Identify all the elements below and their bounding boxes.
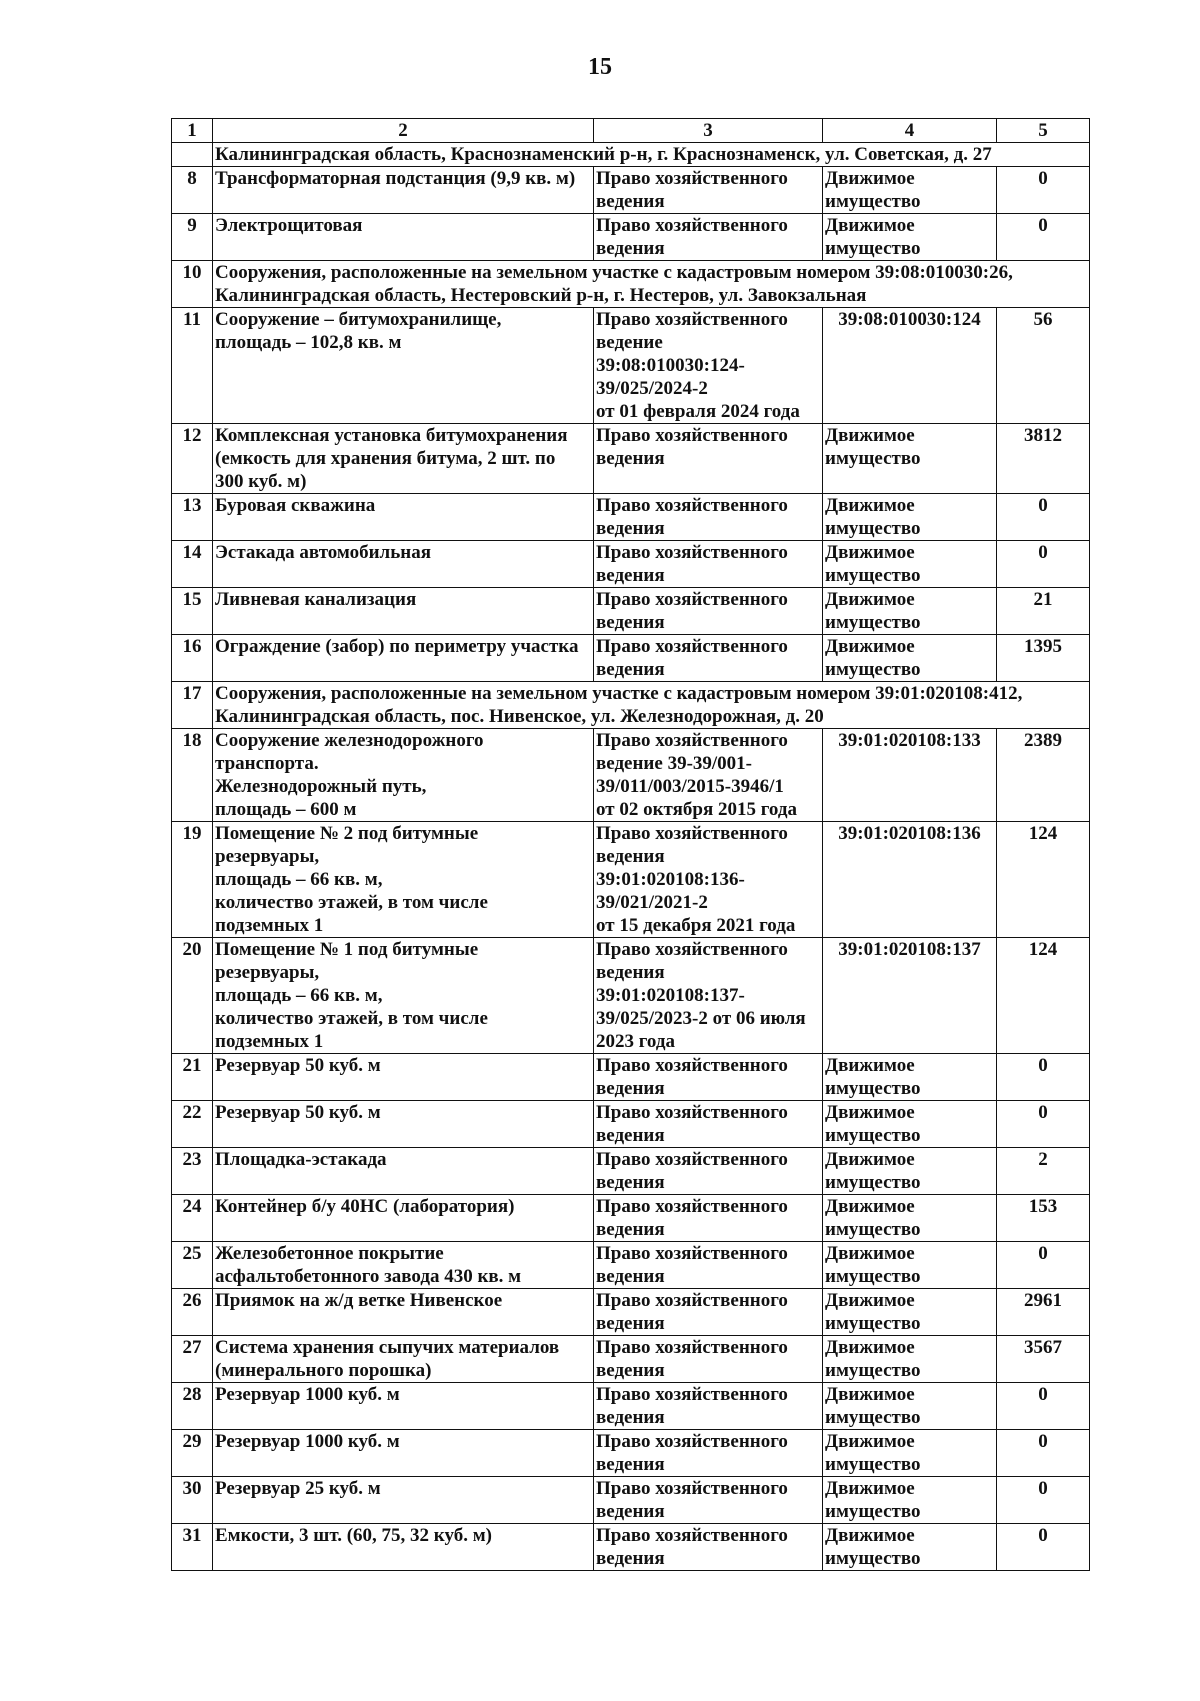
object-name-cell: Электрощитовая (213, 214, 594, 261)
table-row (172, 494, 1090, 541)
value-cell: 21 (997, 588, 1090, 635)
value-cell: 0 (997, 1524, 1090, 1571)
table-row (172, 1054, 1090, 1101)
table-row (172, 1383, 1090, 1430)
value-cell: 124 (997, 938, 1090, 1054)
value-cell: 2961 (997, 1289, 1090, 1336)
header-cell: 4 (823, 119, 997, 143)
right-type-cell: Право хозяйственного ведения (594, 1477, 823, 1524)
table-row (172, 214, 1090, 261)
cadastral-number-cell: Движимое имущество (823, 1477, 997, 1524)
header-cell: 3 (594, 119, 823, 143)
cadastral-number-cell: Движимое имущество (823, 1383, 997, 1430)
value-cell: 124 (997, 822, 1090, 938)
right-type-cell: Право хозяйственного ведения (594, 1101, 823, 1148)
row-number-cell: 16 (172, 635, 213, 682)
right-type-cell: Право хозяйственного ведения (594, 214, 823, 261)
right-type-cell: Право хозяйственного ведения (594, 588, 823, 635)
value-cell: 3567 (997, 1336, 1090, 1383)
cadastral-number-cell: 39:08:010030:124 (823, 308, 997, 424)
table-row (172, 1524, 1090, 1571)
object-name-cell: Буровая скважина (213, 494, 594, 541)
cadastral-number-cell: Движимое имущество (823, 1195, 997, 1242)
value-cell: 56 (997, 308, 1090, 424)
value-cell: 3812 (997, 424, 1090, 494)
object-name-cell: Железобетонное покрытие асфальтобетонного завода 430 кв. м (213, 1242, 594, 1289)
table-row (172, 1195, 1090, 1242)
table-row (172, 308, 1090, 424)
right-type-cell: Право хозяйственного ведения (594, 1242, 823, 1289)
cadastral-number-cell: Движимое имущество (823, 588, 997, 635)
row-number-cell: 15 (172, 588, 213, 635)
section-row (172, 143, 1090, 167)
cadastral-number-cell: Движимое имущество (823, 1289, 997, 1336)
right-type-cell: Право хозяйственного ведения (594, 1430, 823, 1477)
row-number-cell: 27 (172, 1336, 213, 1383)
value-cell: 0 (997, 1430, 1090, 1477)
cadastral-number-cell: Движимое имущество (823, 1101, 997, 1148)
value-cell: 2 (997, 1148, 1090, 1195)
table-row (172, 588, 1090, 635)
object-name-cell: Сооружение железнодорожного транспорта. Железнодорожный путь, площадь – 600 м (213, 729, 594, 822)
right-type-cell: Право хозяйственного ведения (594, 494, 823, 541)
value-cell: 0 (997, 1383, 1090, 1430)
table-row (172, 167, 1090, 214)
right-type-cell: Право хозяйственного ведение 39-39/001- 39/011/003/2015-3946/1 от 02 октября 2015 года (594, 729, 823, 822)
section-title-cell: Калининградская область, Краснознаменский р-н, г. Краснознаменск, ул. Советская, д. 27 (213, 143, 1090, 167)
table-row (172, 424, 1090, 494)
cadastral-number-cell: 39:01:020108:137 (823, 938, 997, 1054)
right-type-cell: Право хозяйственного ведения (594, 1148, 823, 1195)
cadastral-number-cell: Движимое имущество (823, 494, 997, 541)
header-cell: 2 (213, 119, 594, 143)
section-row (172, 261, 1090, 308)
right-type-cell: Право хозяйственного ведения (594, 1336, 823, 1383)
right-type-cell: Право хозяйственного ведения (594, 541, 823, 588)
value-cell: 0 (997, 1242, 1090, 1289)
property-table (171, 118, 1090, 1571)
object-name-cell: Ограждение (забор) по периметру участка (213, 635, 594, 682)
table-row (172, 729, 1090, 822)
right-type-cell: Право хозяйственного ведения 39:01:020108:137- 39/025/2023-2 от 06 июля 2023 года (594, 938, 823, 1054)
row-number-cell: 17 (172, 682, 213, 729)
header-row (172, 119, 1090, 143)
object-name-cell: Резервуар 50 куб. м (213, 1054, 594, 1101)
row-number-cell: 30 (172, 1477, 213, 1524)
row-number-cell: 13 (172, 494, 213, 541)
table-row (172, 1242, 1090, 1289)
row-number-cell: 25 (172, 1242, 213, 1289)
value-cell: 2389 (997, 729, 1090, 822)
right-type-cell: Право хозяйственного ведения (594, 1289, 823, 1336)
object-name-cell: Контейнер б/у 40НС (лаборатория) (213, 1195, 594, 1242)
table-row (172, 938, 1090, 1054)
table-row (172, 1430, 1090, 1477)
object-name-cell: Сооружение – битумохранилище, площадь – 102,8 кв. м (213, 308, 594, 424)
cadastral-number-cell: Движимое имущество (823, 1524, 997, 1571)
value-cell: 0 (997, 167, 1090, 214)
value-cell: 0 (997, 494, 1090, 541)
right-type-cell: Право хозяйственного ведения (594, 1524, 823, 1571)
object-name-cell: Ливневая канализация (213, 588, 594, 635)
table-row (172, 635, 1090, 682)
row-number-cell: 26 (172, 1289, 213, 1336)
row-number-cell: 8 (172, 167, 213, 214)
row-number-cell: 18 (172, 729, 213, 822)
row-number-cell: 22 (172, 1101, 213, 1148)
cadastral-number-cell: Движимое имущество (823, 424, 997, 494)
object-name-cell: Комплексная установка битумохранения (емкость для хранения битума, 2 шт. по 300 куб. м) (213, 424, 594, 494)
header-cell: 5 (997, 119, 1090, 143)
cadastral-number-cell: Движимое имущество (823, 1430, 997, 1477)
object-name-cell: Резервуар 25 куб. м (213, 1477, 594, 1524)
row-number-cell: 23 (172, 1148, 213, 1195)
object-name-cell: Трансформаторная подстанция (9,9 кв. м) (213, 167, 594, 214)
right-type-cell: Право хозяйственного ведения (594, 1054, 823, 1101)
table-body (172, 119, 1090, 1571)
table-row (172, 1477, 1090, 1524)
value-cell: 0 (997, 541, 1090, 588)
row-number-cell: 12 (172, 424, 213, 494)
row-number-cell: 11 (172, 308, 213, 424)
section-row (172, 682, 1090, 729)
right-type-cell: Право хозяйственного ведения (594, 424, 823, 494)
cadastral-number-cell: Движимое имущество (823, 1054, 997, 1101)
object-name-cell: Помещение № 1 под битумные резервуары, площадь – 66 кв. м, количество этажей, в том числе подземных 1 (213, 938, 594, 1054)
cadastral-number-cell: Движимое имущество (823, 1242, 997, 1289)
cadastral-number-cell: 39:01:020108:133 (823, 729, 997, 822)
section-title-cell: Сооружения, расположенные на земельном участке с кадастровым номером 39:08:010030:26, Калининградская область, Нестеровский р-н, г. Нестеров, ул. Завокзальная (213, 261, 1090, 308)
right-type-cell: Право хозяйственного ведения (594, 167, 823, 214)
right-type-cell: Право хозяйственного ведения (594, 635, 823, 682)
object-name-cell: Эстакада автомобильная (213, 541, 594, 588)
row-number-cell: 10 (172, 261, 213, 308)
table-row (172, 1148, 1090, 1195)
table-row (172, 1336, 1090, 1383)
cadastral-number-cell: Движимое имущество (823, 635, 997, 682)
row-number-cell: 14 (172, 541, 213, 588)
table-row (172, 1101, 1090, 1148)
object-name-cell: Резервуар 1000 куб. м (213, 1430, 594, 1477)
right-type-cell: Право хозяйственного ведения 39:01:020108:136- 39/021/2021-2 от 15 декабря 2021 года (594, 822, 823, 938)
object-name-cell: Резервуар 50 куб. м (213, 1101, 594, 1148)
row-number-cell: 28 (172, 1383, 213, 1430)
value-cell: 0 (997, 1477, 1090, 1524)
header-cell: 1 (172, 119, 213, 143)
cadastral-number-cell: Движимое имущество (823, 541, 997, 588)
cadastral-number-cell: 39:01:020108:136 (823, 822, 997, 938)
value-cell: 153 (997, 1195, 1090, 1242)
value-cell: 0 (997, 214, 1090, 261)
row-number-cell: 20 (172, 938, 213, 1054)
row-number-cell: 29 (172, 1430, 213, 1477)
cadastral-number-cell: Движимое имущество (823, 214, 997, 261)
object-name-cell: Помещение № 2 под битумные резервуары, площадь – 66 кв. м, количество этажей, в том числе подземных 1 (213, 822, 594, 938)
right-type-cell: Право хозяйственного ведения (594, 1195, 823, 1242)
row-number-cell: 19 (172, 822, 213, 938)
object-name-cell: Система хранения сыпучих материалов (минерального порошка) (213, 1336, 594, 1383)
row-number-cell: 31 (172, 1524, 213, 1571)
cadastral-number-cell: Движимое имущество (823, 1336, 997, 1383)
object-name-cell: Приямок на ж/д ветке Нивенское (213, 1289, 594, 1336)
right-type-cell: Право хозяйственного ведение 39:08:010030:124- 39/025/2024-2 от 01 февраля 2024 года (594, 308, 823, 424)
object-name-cell: Резервуар 1000 куб. м (213, 1383, 594, 1430)
object-name-cell: Емкости, 3 шт. (60, 75, 32 куб. м) (213, 1524, 594, 1571)
row-number-cell: 21 (172, 1054, 213, 1101)
section-title-cell: Сооружения, расположенные на земельном участке с кадастровым номером 39:01:020108:412, Калининградская область, пос. Нивенское, ул. Железнодорожная, д. 20 (213, 682, 1090, 729)
cadastral-number-cell: Движимое имущество (823, 1148, 997, 1195)
value-cell: 0 (997, 1054, 1090, 1101)
value-cell: 0 (997, 1101, 1090, 1148)
page-number: 15 (588, 54, 612, 80)
table-row (172, 822, 1090, 938)
row-number-cell: 24 (172, 1195, 213, 1242)
table-row (172, 1289, 1090, 1336)
table-row (172, 541, 1090, 588)
row-number-cell (172, 143, 213, 167)
right-type-cell: Право хозяйственного ведения (594, 1383, 823, 1430)
value-cell: 1395 (997, 635, 1090, 682)
row-number-cell: 9 (172, 214, 213, 261)
object-name-cell: Площадка-эстакада (213, 1148, 594, 1195)
cadastral-number-cell: Движимое имущество (823, 167, 997, 214)
